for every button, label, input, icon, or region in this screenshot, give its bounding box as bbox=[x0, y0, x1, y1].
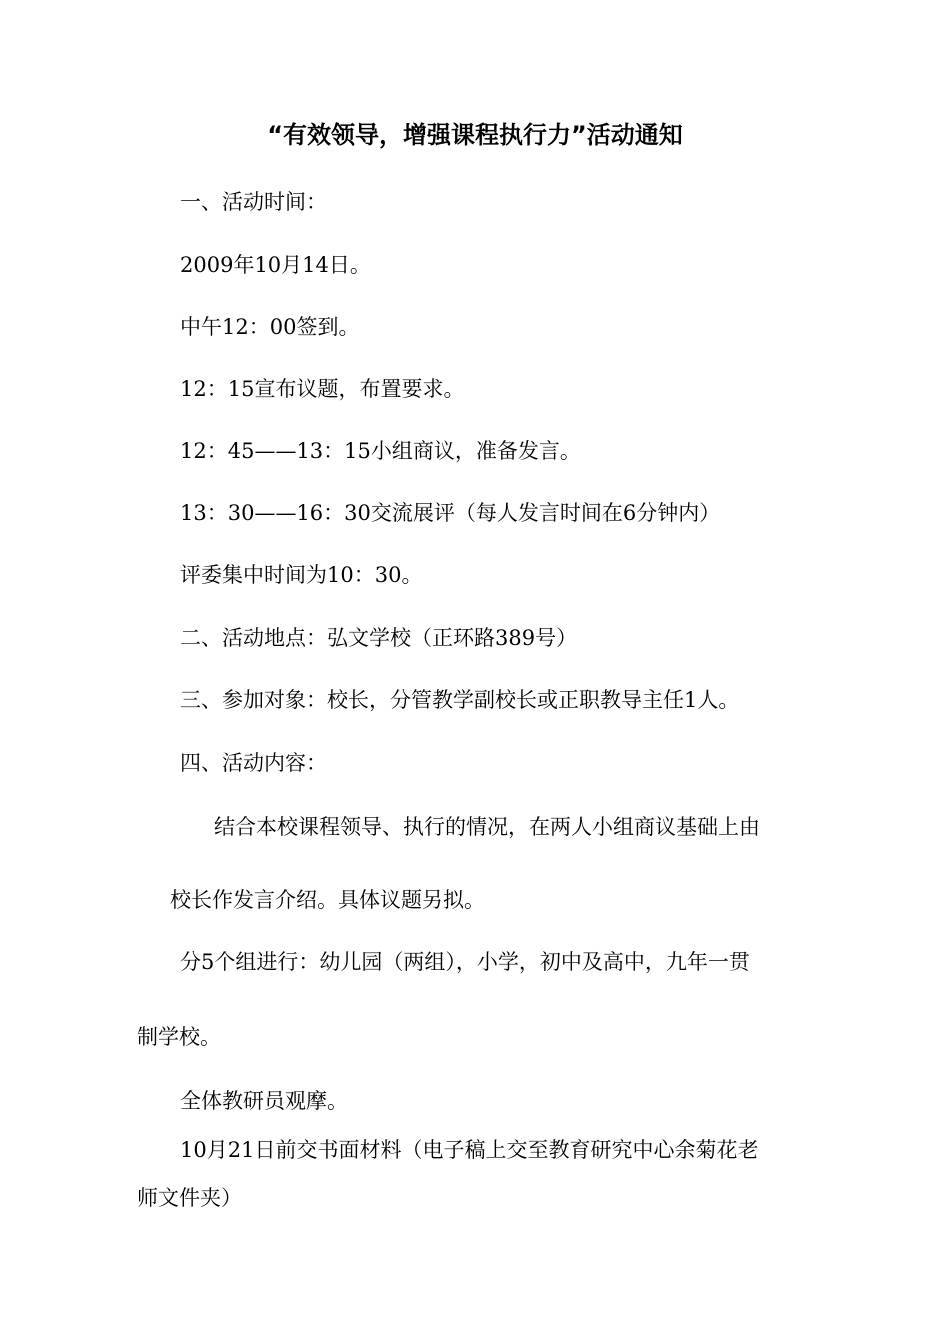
section-heading-content: 四、活动内容： bbox=[180, 751, 327, 775]
signin-line: 中午12：00签到。 bbox=[180, 315, 360, 339]
group-discussion-line: 12：45——13：15小组商议，准备发言。 bbox=[180, 439, 581, 463]
document-title: “有效领导，增强课程执行力”活动通知 bbox=[267, 121, 683, 149]
content-para4-line1: 10月21日前交书面材料（电子稿上交至教育研究中心余菊花老 bbox=[180, 1138, 759, 1162]
content-para1-line1: 结合本校课程领导、执行的情况，在两人小组商议基础上由 bbox=[214, 815, 760, 839]
content-para2-line2: 制学校。 bbox=[137, 1025, 221, 1049]
content-para4-line2: 师文件夹） bbox=[137, 1186, 242, 1210]
content-para3: 全体教研员观摩。 bbox=[180, 1089, 348, 1113]
content-para1-line2: 校长作发言介绍。具体议题另拟。 bbox=[170, 888, 485, 912]
section-location: 二、活动地点：弘文学校（正环路389号） bbox=[180, 626, 578, 650]
content-para2-line1: 分5个组进行：幼儿园（两组），小学，初中及高中，九年一贯 bbox=[180, 950, 750, 974]
section-heading-time: 一、活动时间： bbox=[180, 190, 327, 214]
date-line: 2009年10月14日。 bbox=[180, 253, 371, 277]
judges-line: 评委集中时间为10：30。 bbox=[180, 563, 423, 587]
section-participants: 三、参加对象：校长，分管教学副校长或正职教导主任1人。 bbox=[180, 688, 740, 712]
announce-line: 12：15宣布议题，布置要求。 bbox=[180, 377, 465, 401]
exchange-line: 13：30——16：30交流展评（每人发言时间在6分钟内） bbox=[180, 501, 721, 525]
